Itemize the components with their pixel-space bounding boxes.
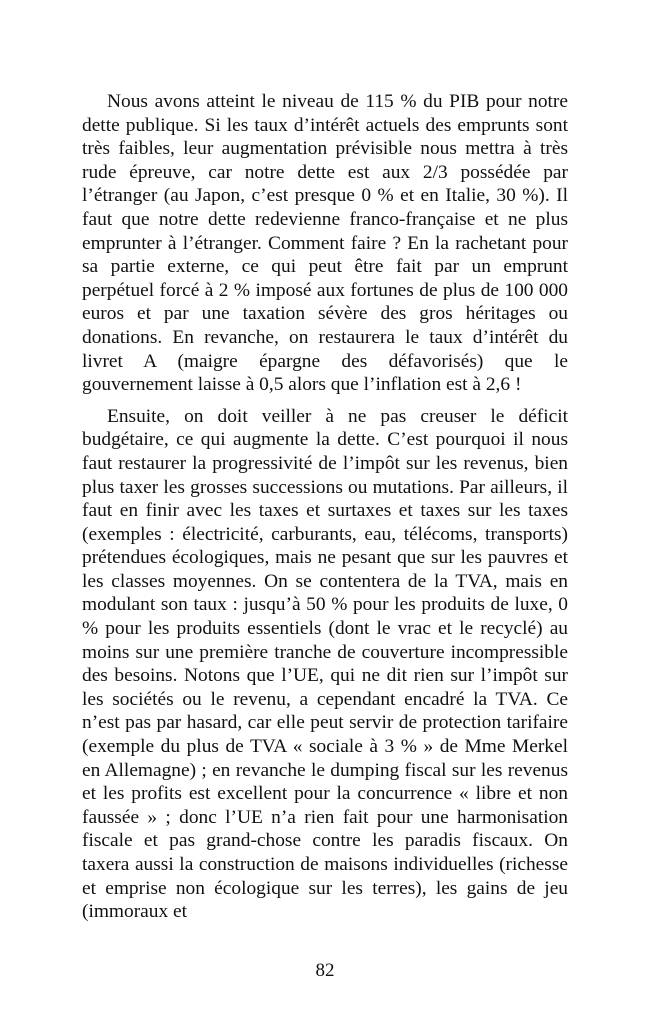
paragraph-2: Ensuite, on doit veiller à ne pas creuser le déficit budgétaire, ce qui augmente la dette. C’est pourquoi il nous faut restaurer la progressivité de l’impôt sur les revenus, bien plus taxer les grosses successions ou mutations. Par ailleurs, il faut en finir avec les taxes et surtaxes et taxes sur les taxes (exemples : électricité, carburants, eau, télécoms, transports) prétendues écologiques, mais ne pesant que sur les pauvres et les classes moyennes. On se contentera de la TVA, mais en modulant son taux : jusqu’à 50 % pour les produits de luxe, 0 % pour les produits essentiels (dont le vrac et le recyclé) au moins sur une première tranche de couverture incompressible des besoins. Notons que l’UE, qui ne dit rien sur l’impôt sur les sociétés ou le revenu, a cependant encadré la TVA. Ce n’est pas par hasard, car elle peut servir de protection tarifaire (exemple du plus de TVA « sociale à 3 % » de Mme Merkel en Allemagne) ; en revanche le dumping fiscal sur les revenus et les profits est excellent pour la concurrence « libre et non faussée » ; donc l’UE n’a rien fait pour une harmonisation fiscale et pas grand-chose contre les paradis fiscaux. On taxera aussi la construction de maisons individuelles (richesse et emprise non écologique sur les terres), les gains de jeu (immoraux et bbox=[82, 405, 568, 923]
page-number: 82 bbox=[315, 960, 335, 981]
page-body bbox=[82, 90, 568, 924]
paragraph-1: Nous avons atteint le niveau de 115 % du PIB pour notre dette publique. Si les taux d’intérêt actuels des emprunts sont très faibles, leur augmentation prévisible nous mettra à très rude épreuve, car notre dette est aux 2/3 possédée par l’étranger (au Japon, c’est presque 0 % et en Italie, 30 %). Il faut que notre dette redevienne franco-française et ne plus emprunter à l’étranger. Comment faire ? En la rachetant pour sa partie externe, ce qui peut être fait par un emprunt perpétuel forcé à 2 % imposé aux fortunes de plus de 100 000 euros et par une taxation sévère des gros héritages ou donations. En revanche, on restaurera le taux d’intérêt du livret A (maigre épargne des défavorisés) que le gouvernement laisse à 0,5 alors que l’inflation est à 2,6 ! bbox=[82, 91, 568, 396]
